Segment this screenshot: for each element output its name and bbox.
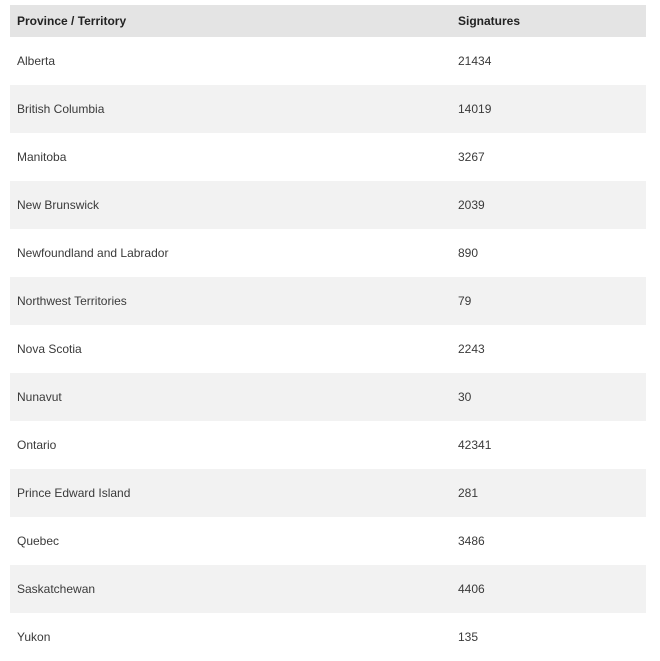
signatures-cell: 135 [458, 630, 479, 644]
table-row [10, 469, 646, 517]
signatures-cell: 79 [458, 294, 472, 308]
header-row [10, 5, 646, 37]
province-cell: Quebec [17, 534, 60, 548]
table-row [10, 133, 646, 181]
province-cell: Newfoundland and Labrador [17, 246, 169, 260]
column-header-signatures: Signatures [458, 14, 521, 28]
signatures-cell: 21434 [458, 54, 492, 68]
signatures-cell: 2243 [458, 342, 485, 356]
province-cell: Ontario [17, 438, 57, 452]
province-cell: Northwest Territories [17, 294, 127, 308]
table-row [10, 37, 646, 85]
province-cell: Yukon [17, 630, 51, 644]
signatures-cell: 2039 [458, 198, 485, 212]
table-body [10, 37, 646, 661]
signatures-cell: 30 [458, 390, 472, 404]
province-cell: Saskatchewan [17, 582, 96, 596]
signatures-table-container [10, 5, 646, 661]
table-header [10, 5, 646, 37]
table-row [10, 517, 646, 565]
signatures-table [10, 5, 646, 661]
table-row [10, 421, 646, 469]
signatures-cell: 281 [458, 486, 479, 500]
table-row [10, 613, 646, 661]
province-cell: New Brunswick [17, 198, 100, 212]
table-row [10, 181, 646, 229]
province-cell: British Columbia [17, 102, 105, 116]
signatures-cell: 890 [458, 246, 479, 260]
table-row [10, 325, 646, 373]
column-header-province: Province / Territory [17, 14, 127, 28]
table-row [10, 565, 646, 613]
signatures-cell: 14019 [458, 102, 492, 116]
province-cell: Manitoba [17, 150, 67, 164]
table-row [10, 85, 646, 133]
province-cell: Alberta [17, 54, 56, 68]
province-cell: Nova Scotia [17, 342, 82, 356]
province-cell: Nunavut [17, 390, 62, 404]
signatures-cell: 4406 [458, 582, 485, 596]
province-cell: Prince Edward Island [17, 486, 131, 500]
table-row [10, 229, 646, 277]
signatures-cell: 42341 [458, 438, 492, 452]
table-row [10, 277, 646, 325]
table-row [10, 373, 646, 421]
signatures-cell: 3486 [458, 534, 485, 548]
signatures-cell: 3267 [458, 150, 485, 164]
